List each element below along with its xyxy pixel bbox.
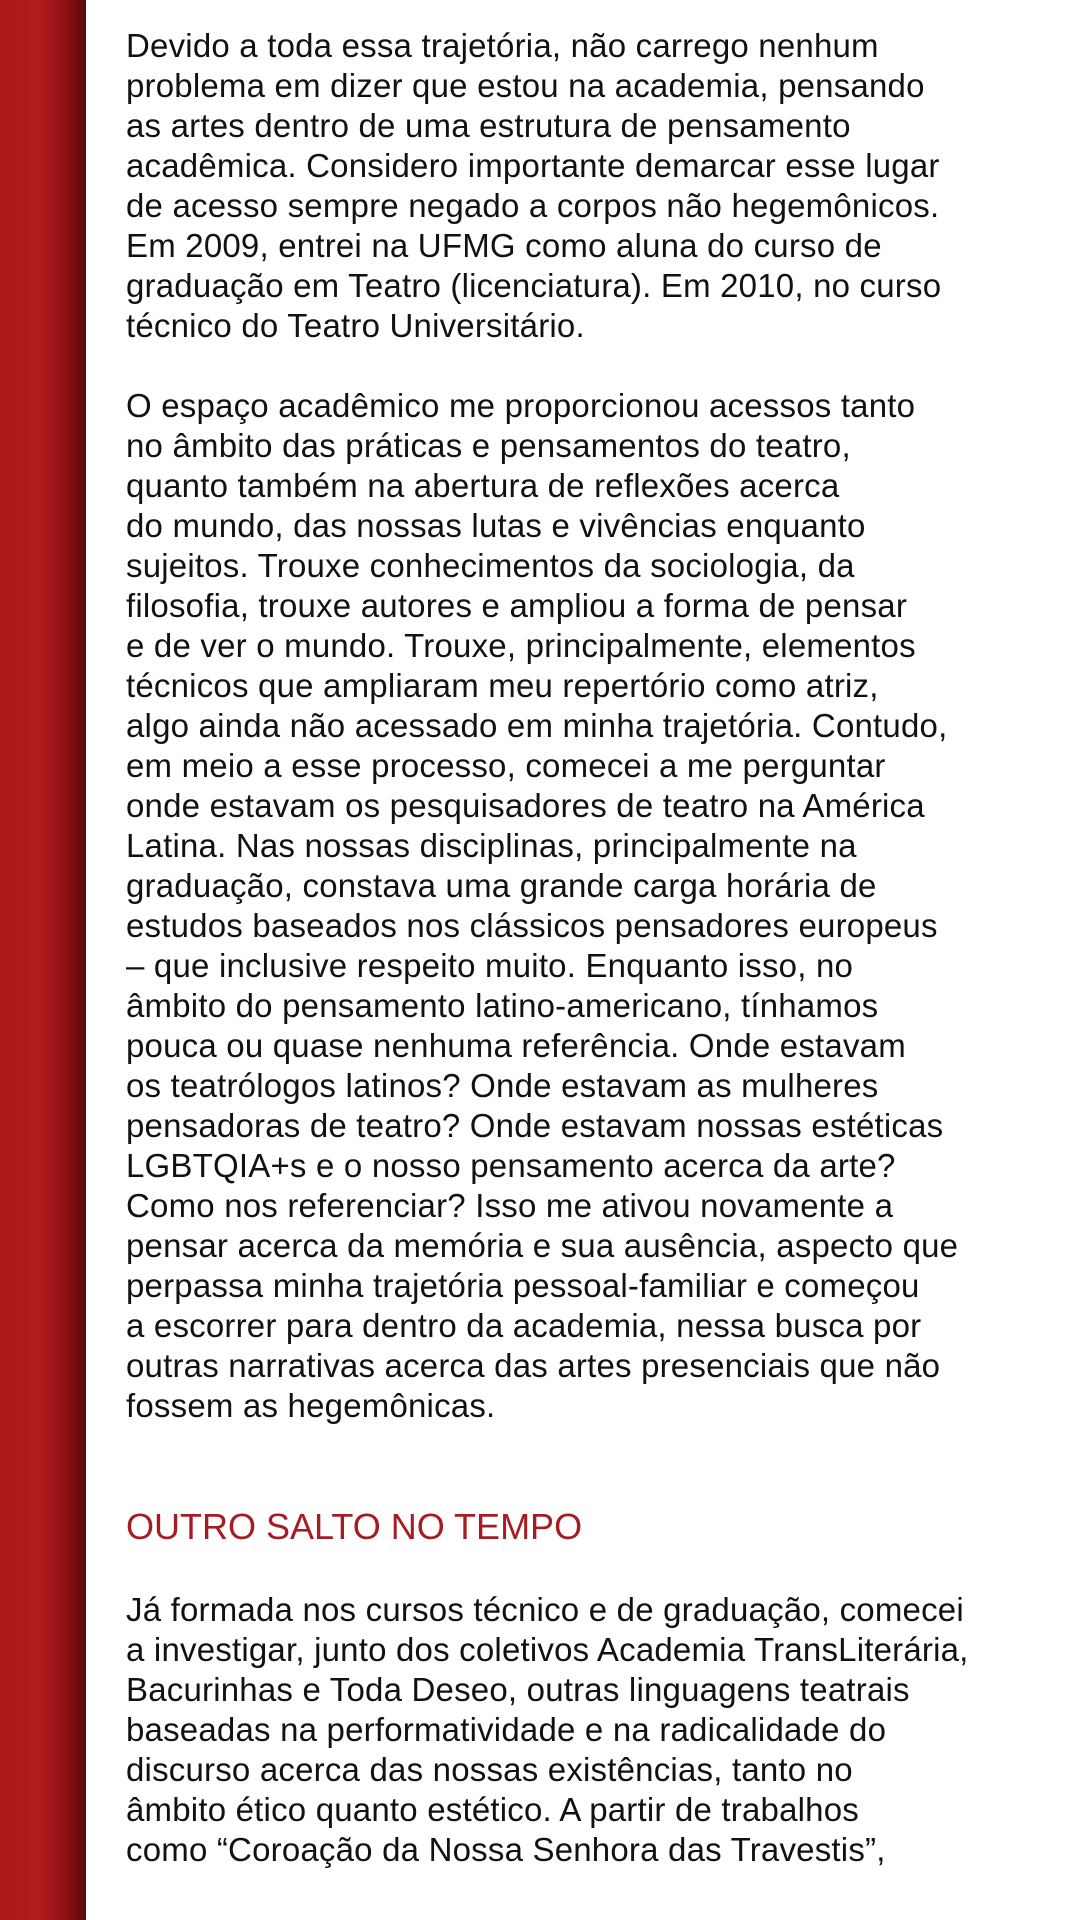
- text-line: estudos baseados nos clássicos pensadores europeus: [126, 907, 938, 944]
- text-line: Devido a toda essa trajetória, não carrego nenhum: [126, 27, 879, 64]
- text-line: quanto também na abertura de reflexões acerca: [126, 467, 840, 504]
- section-heading: OUTRO SALTO NO TEMPO: [126, 1506, 583, 1547]
- text-line: Latina. Nas nossas disciplinas, principalmente na: [126, 827, 857, 864]
- text-line: as artes dentro de uma estrutura de pensamento: [126, 107, 851, 144]
- text-line: âmbito do pensamento latino-americano, tínhamos: [126, 987, 879, 1024]
- text-line: graduação, constava uma grande carga horária de: [126, 867, 877, 904]
- text-line: O espaço acadêmico me proporcionou acessos tanto: [126, 387, 916, 424]
- text-line: pensar acerca da memória e sua ausência, aspecto que: [126, 1227, 959, 1264]
- text-line: onde estavam os pesquisadores de teatro na América: [126, 787, 925, 824]
- text-line: fossem as hegemônicas.: [126, 1387, 496, 1424]
- text-line: pouca ou quase nenhuma referência. Onde estavam: [126, 1027, 906, 1064]
- text-line: Como nos referenciar? Isso me ativou novamente a: [126, 1187, 894, 1224]
- text-line: – que inclusive respeito muito. Enquanto isso, no: [126, 947, 854, 984]
- text-line: Já formada nos cursos técnico e de graduação, comecei: [126, 1591, 964, 1628]
- paragraph-2: [126, 386, 1046, 1426]
- body-text: [126, 26, 1046, 1426]
- paragraph-1: [126, 26, 1046, 346]
- decorative-red-sidebar: [0, 0, 86, 1920]
- text-line: a escorrer para dentro da academia, nessa busca por: [126, 1307, 922, 1344]
- text-line: filosofia, trouxe autores e ampliou a forma de pensar: [126, 587, 908, 624]
- text-line: baseadas na performatividade e na radicalidade do: [126, 1711, 887, 1748]
- text-line: no âmbito das práticas e pensamentos do teatro,: [126, 427, 851, 464]
- text-line: âmbito ético quanto estético. A partir de trabalhos: [126, 1791, 859, 1828]
- text-line: discurso acerca das nossas existências, tanto no: [126, 1751, 853, 1788]
- text-line: problema em dizer que estou na academia, pensando: [126, 67, 925, 104]
- text-line: sujeitos. Trouxe conhecimentos da sociologia, da: [126, 547, 855, 584]
- text-line: LGBTQIA+s e o nosso pensamento acerca da arte?: [126, 1147, 896, 1184]
- text-line: perpassa minha trajetória pessoal-familiar e começou: [126, 1267, 920, 1304]
- text-line: a investigar, junto dos coletivos Academia TransLiterária,: [126, 1631, 969, 1668]
- text-line: algo ainda não acessado em minha trajetória. Contudo,: [126, 707, 948, 744]
- text-line: os teatrólogos latinos? Onde estavam as mulheres: [126, 1067, 879, 1104]
- text-line: técnicos que ampliaram meu repertório como atriz,: [126, 667, 879, 704]
- text-line: outras narrativas acerca das artes presenciais que não: [126, 1347, 941, 1384]
- text-line: e de ver o mundo. Trouxe, principalmente, elementos: [126, 627, 916, 664]
- text-line: técnico do Teatro Universitário.: [126, 307, 585, 344]
- text-line: graduação em Teatro (licenciatura). Em 2010, no curso: [126, 267, 942, 304]
- paragraph-3: [126, 1590, 1046, 1870]
- text-line: de acesso sempre negado a corpos não hegemônicos.: [126, 187, 940, 224]
- text-line: pensadoras de teatro? Onde estavam nossas estéticas: [126, 1107, 944, 1144]
- text-line: em meio a esse processo, comecei a me perguntar: [126, 747, 886, 784]
- text-line: Em 2009, entrei na UFMG como aluna do curso de: [126, 227, 882, 264]
- text-line: como “Coroação da Nossa Senhora das Travestis”,: [126, 1831, 886, 1868]
- text-line: do mundo, das nossas lutas e vivências enquanto: [126, 507, 866, 544]
- text-line: acadêmica. Considero importante demarcar esse lugar: [126, 147, 940, 184]
- text-line: Bacurinhas e Toda Deseo, outras linguagens teatrais: [126, 1671, 910, 1708]
